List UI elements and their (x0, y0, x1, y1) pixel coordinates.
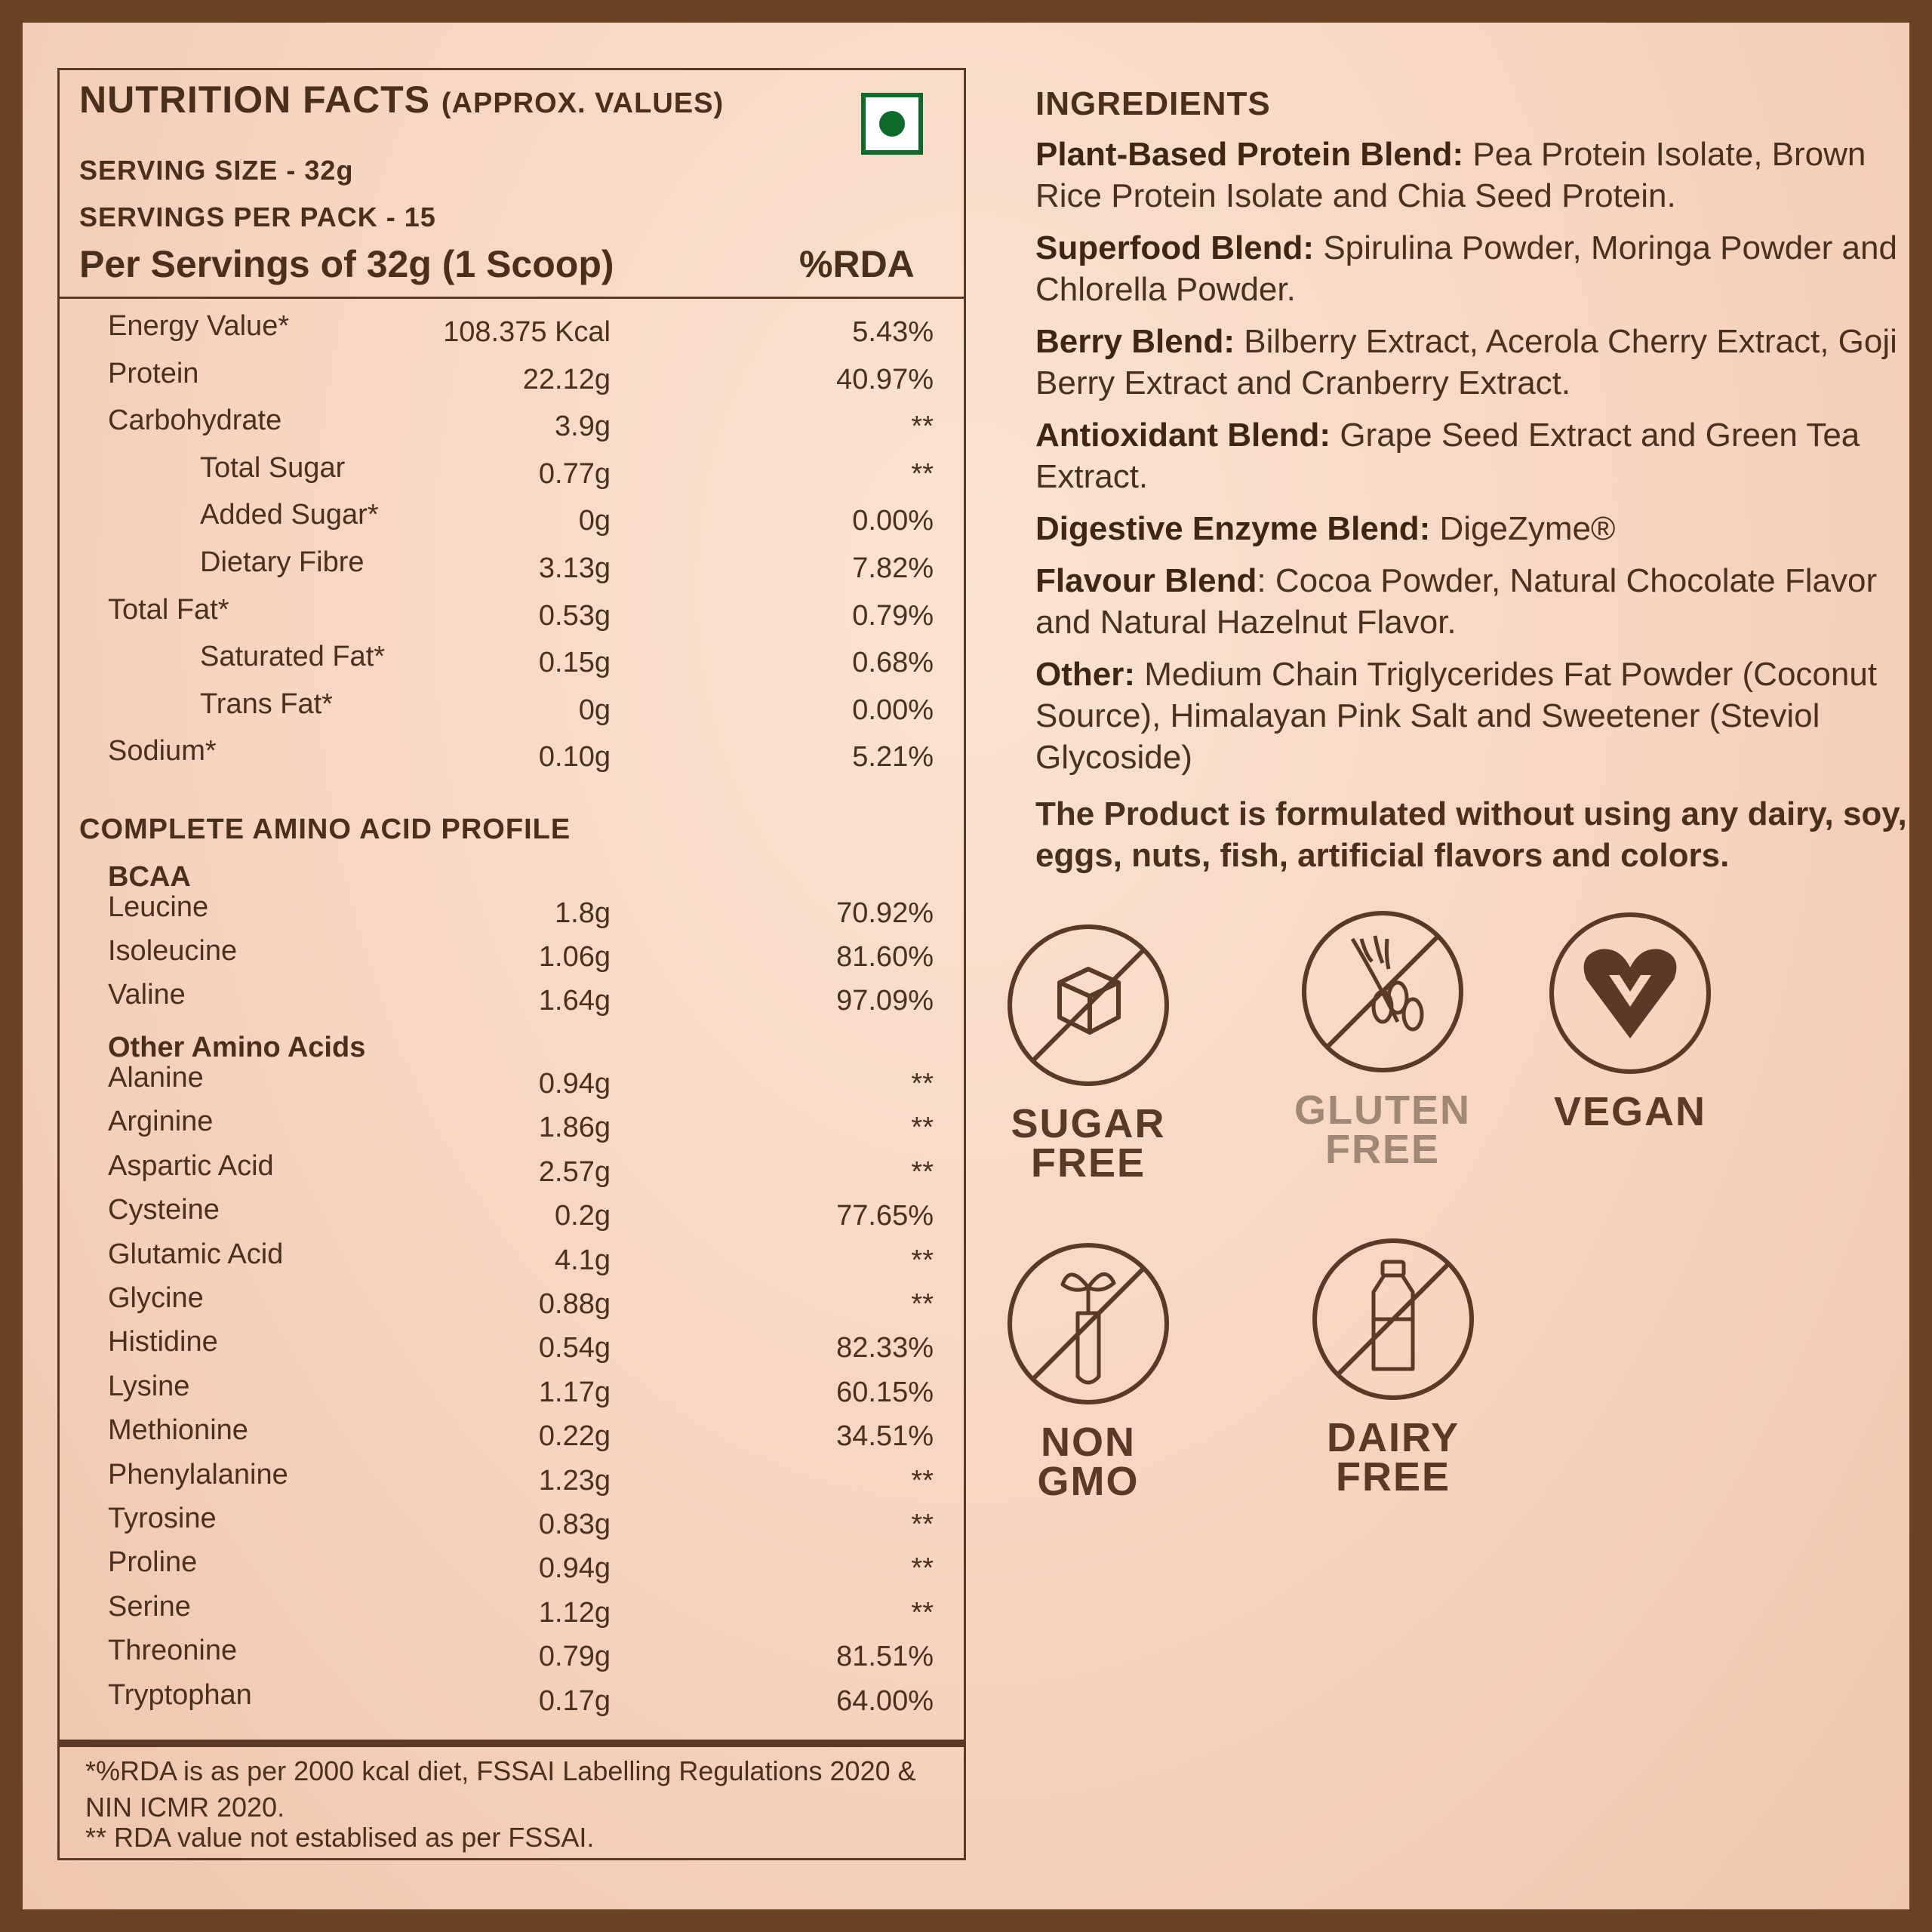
nutrition-facts-panel (57, 68, 966, 1860)
veg-mark-icon (861, 93, 923, 155)
table-row (60, 688, 964, 732)
ingredient-blend (1035, 134, 1911, 217)
per-serving-heading: Per Servings of 32g (1 Scoop) (79, 243, 614, 285)
blend-label: Digestive Enzyme Blend: (1035, 510, 1431, 547)
footnote-fssai: ** RDA value not establised as per FSSAI. (85, 1822, 595, 1853)
table-row (60, 452, 964, 496)
nutrient-rda: 0.00% (852, 505, 934, 537)
dairy-free-label: DAIRY FREE (1326, 1415, 1460, 1500)
nutrient-name: Sodium* (108, 735, 217, 768)
vegan-badge (1532, 910, 1728, 1134)
sugar-free-icon (1005, 922, 1171, 1088)
vegan-heart-icon (1547, 910, 1713, 1076)
nutrient-rda: ** (911, 1464, 934, 1497)
ingredient-blend (1035, 560, 1911, 643)
blend-text: Medium Chain Triglycerides Fat Powder (Coconut Source), Himalayan Pink Salt and Sweetener (Steviol Glycoside) (1035, 656, 1878, 776)
table-row (60, 1503, 964, 1546)
nutrient-amount: 0.79g (538, 1641, 611, 1673)
nutrient-rda: 34.51% (836, 1420, 934, 1453)
nutrient-name: Isoleucine (108, 935, 238, 967)
rda-heading: %RDA (799, 243, 915, 285)
ingredient-blend (1035, 508, 1911, 549)
nutrient-name: Alanine (108, 1062, 204, 1094)
nutrient-amount: 0g (578, 694, 611, 726)
nutrient-name: Tryptophan (108, 1678, 252, 1711)
servings-per-pack: SERVINGS PER PACK - 15 (79, 202, 436, 232)
dairy-free-badge (1295, 1236, 1491, 1500)
nutrient-amount: 22.12g (522, 363, 611, 395)
table-row (60, 1106, 964, 1149)
nutrient-rda: 64.00% (836, 1684, 934, 1717)
table-row (60, 1326, 964, 1370)
nutrient-amount: 3.9g (555, 411, 611, 443)
nutrient-name: Histidine (108, 1326, 218, 1358)
blend-label: Plant-Based Protein Blend: (1035, 136, 1464, 173)
nutrient-rda: ** (911, 457, 934, 490)
ingredient-blend (1035, 654, 1911, 778)
nutrient-rda: ** (911, 1288, 934, 1320)
table-row (60, 1371, 964, 1414)
nutrient-rda: 5.43% (852, 316, 934, 348)
nutrient-amount: 1.17g (538, 1376, 611, 1408)
dairy-free-icon (1310, 1236, 1476, 1402)
nutrient-rda: ** (911, 1244, 934, 1276)
blend-label: Berry Blend: (1035, 323, 1235, 360)
nutrient-name: Energy Value* (108, 310, 290, 342)
nutrient-rda: 5.21% (852, 741, 934, 774)
nutrient-rda: 81.60% (836, 941, 934, 973)
nutrient-amount: 1.86g (538, 1112, 611, 1144)
nutrient-rda: 77.65% (836, 1200, 934, 1232)
nutrition-title: NUTRITION FACTS (APPROX. VALUES) (79, 78, 724, 121)
nutrient-rda: 70.92% (836, 897, 934, 929)
nutrient-amount: 0.17g (538, 1684, 611, 1717)
ingredient-blends (1035, 134, 1911, 778)
nutrient-name: Protein (108, 357, 199, 389)
nutrient-rda: ** (911, 411, 934, 443)
blend-label: Other: (1035, 656, 1135, 693)
nutrient-amount: 0.10g (538, 741, 611, 774)
gluten-free-icon (1300, 909, 1466, 1075)
nutrient-name: Tyrosine (108, 1503, 217, 1534)
nutrient-amount: 1.8g (555, 897, 611, 929)
ingredient-blend (1035, 414, 1911, 497)
nutrient-name: Cysteine (108, 1194, 220, 1226)
nutrient-rda: 7.82% (852, 552, 934, 584)
nutrient-amount: 0.94g (538, 1552, 611, 1585)
table-row (60, 1635, 964, 1678)
table-row (60, 310, 964, 354)
nutrient-amount: 1.64g (538, 985, 611, 1017)
blend-label: Antioxidant Blend: (1035, 417, 1331, 454)
nutrient-rda: 0.68% (852, 647, 934, 679)
table-row (60, 1194, 964, 1238)
thick-divider (60, 1740, 964, 1747)
nutrient-rda: ** (911, 1509, 934, 1540)
table-row (60, 641, 964, 685)
nutrient-rda: 0.00% (852, 694, 934, 726)
nutrient-name: Glycine (108, 1282, 204, 1314)
gluten-free-label: GLUTEN FREE (1294, 1088, 1471, 1172)
vegan-label: VEGAN (1553, 1089, 1707, 1134)
nutrient-amount: 0.53g (538, 599, 611, 632)
nutrient-name: Glutamic Acid (108, 1238, 284, 1270)
nutrient-name: Methionine (108, 1414, 248, 1447)
nutrient-amount: 108.375 Kcal (443, 316, 611, 348)
table-row (60, 1459, 964, 1503)
nutrient-rda: 0.79% (852, 599, 934, 632)
blend-text: : Cocoa Powder, Natural Chocolate Flavor and Natural Hazelnut Flavor. (1035, 562, 1878, 641)
table-row (60, 546, 964, 590)
nutrient-amount: 0.2g (555, 1200, 611, 1232)
non-gmo-label: NON GMO (1037, 1420, 1140, 1504)
nutrient-name: Dietary Fibre (200, 546, 365, 578)
nutrient-name: Total Fat* (108, 593, 229, 626)
table-row (60, 358, 964, 401)
blend-label: Superfood Blend: (1035, 229, 1315, 266)
nutrient-amount: 1.12g (538, 1596, 611, 1629)
nutrient-rda: 82.33% (836, 1332, 934, 1364)
nutrient-rda: ** (911, 1068, 934, 1100)
nutrient-name: Proline (108, 1546, 198, 1579)
non-gmo-icon (1005, 1241, 1171, 1407)
table-row (60, 1591, 964, 1635)
nutrient-amount: 2.57g (538, 1155, 611, 1188)
nutrient-amount: 4.1g (555, 1244, 611, 1276)
nutrient-name: Added Sugar* (200, 499, 379, 531)
nutrient-amount: 0.77g (538, 457, 611, 490)
blend-text: Grape Seed Extract and Green Tea Extract. (1035, 417, 1860, 495)
nutrient-name: Threonine (108, 1635, 238, 1667)
nutrient-amount: 3.13g (538, 552, 611, 584)
table-row (60, 1546, 964, 1590)
nutrient-name: Phenylalanine (108, 1458, 288, 1491)
nutrient-rda: 97.09% (836, 985, 934, 1017)
nutrient-name: Trans Fat* (200, 688, 333, 720)
nutrient-rda: ** (911, 1112, 934, 1144)
blend-label: Flavour Blend (1035, 562, 1257, 599)
footnote-rda: *%RDA is as per 2000 kcal diet, FSSAI Labelling Regulations 2020 & NIN ICMR 2020. (85, 1755, 916, 1823)
table-row (60, 1150, 964, 1194)
nutrient-rda: 81.51% (836, 1641, 934, 1673)
nutrient-name: Arginine (108, 1106, 214, 1138)
nutrient-name: Lysine (108, 1370, 190, 1402)
free-from-note: The Product is formulated without using any dairy, soy, eggs, nuts, fish, artificial flavors and colors. (1035, 795, 1907, 874)
ingredient-blend (1035, 321, 1911, 404)
table-row (60, 1282, 964, 1326)
ingredient-blend (1035, 227, 1911, 310)
divider (60, 297, 964, 299)
blend-text: Bilberry Extract, Acerola Cherry Extract, Goji Berry Extract and Cranberry Extract. (1035, 323, 1897, 401)
other-amino-title: Other Amino Acids (108, 1032, 366, 1063)
nutrient-name: Leucine (108, 891, 209, 923)
nutrient-rda: ** (911, 1552, 934, 1585)
nutrient-name: Serine (108, 1590, 191, 1623)
non-gmo-badge (990, 1241, 1186, 1504)
nutrient-rda: 60.15% (836, 1376, 934, 1408)
bcaa-title: BCAA (108, 861, 191, 893)
table-row (60, 405, 964, 448)
nutrient-name: Valine (108, 979, 186, 1011)
nutrient-name: Aspartic Acid (108, 1149, 274, 1182)
nutrient-amount: 0.54g (538, 1332, 611, 1364)
table-row (60, 979, 964, 1023)
nutrient-amount: 0g (578, 505, 611, 537)
nutrient-rda: ** (911, 1596, 934, 1629)
table-row (60, 1062, 964, 1106)
table-row (60, 499, 964, 543)
label-page (23, 23, 1909, 1909)
nutrient-rda: 40.97% (836, 363, 934, 395)
table-row (60, 594, 964, 638)
serving-size: SERVING SIZE - 32g (79, 155, 354, 186)
nutrient-amount: 0.83g (538, 1509, 611, 1540)
ingredients-section (1035, 83, 1911, 887)
sugar-free-badge (990, 922, 1186, 1186)
nutrient-amount: 0.88g (538, 1288, 611, 1320)
nutrient-name: Saturated Fat* (200, 641, 386, 673)
nutrient-amount: 0.15g (538, 647, 611, 679)
nutrient-amount: 1.06g (538, 941, 611, 973)
nutrient-amount: 1.23g (538, 1464, 611, 1497)
table-row (60, 935, 964, 979)
table-row (60, 1238, 964, 1282)
nutrient-rda: ** (911, 1155, 934, 1188)
table-row (60, 1679, 964, 1723)
sugar-free-label: SUGAR FREE (1011, 1101, 1166, 1186)
nutrient-name: Carbohydrate (108, 405, 282, 437)
table-row (60, 735, 964, 779)
nutrient-name: Total Sugar (200, 451, 346, 484)
amino-title: COMPLETE AMINO ACID PROFILE (79, 814, 571, 845)
table-row (60, 891, 964, 935)
table-row (60, 1414, 964, 1458)
nutrient-amount: 0.94g (538, 1068, 611, 1100)
gluten-free-badge (1269, 909, 1496, 1172)
nutrient-amount: 0.22g (538, 1420, 611, 1453)
blend-text: Pea Protein Isolate, Brown Rice Protein Isolate and Chia Seed Protein. (1035, 136, 1866, 214)
blend-text: Spirulina Powder, Moringa Powder and Chlorella Powder. (1035, 229, 1897, 308)
blend-text: DigeZyme® (1430, 510, 1616, 547)
ingredients-title: INGREDIENTS (1035, 85, 1271, 122)
